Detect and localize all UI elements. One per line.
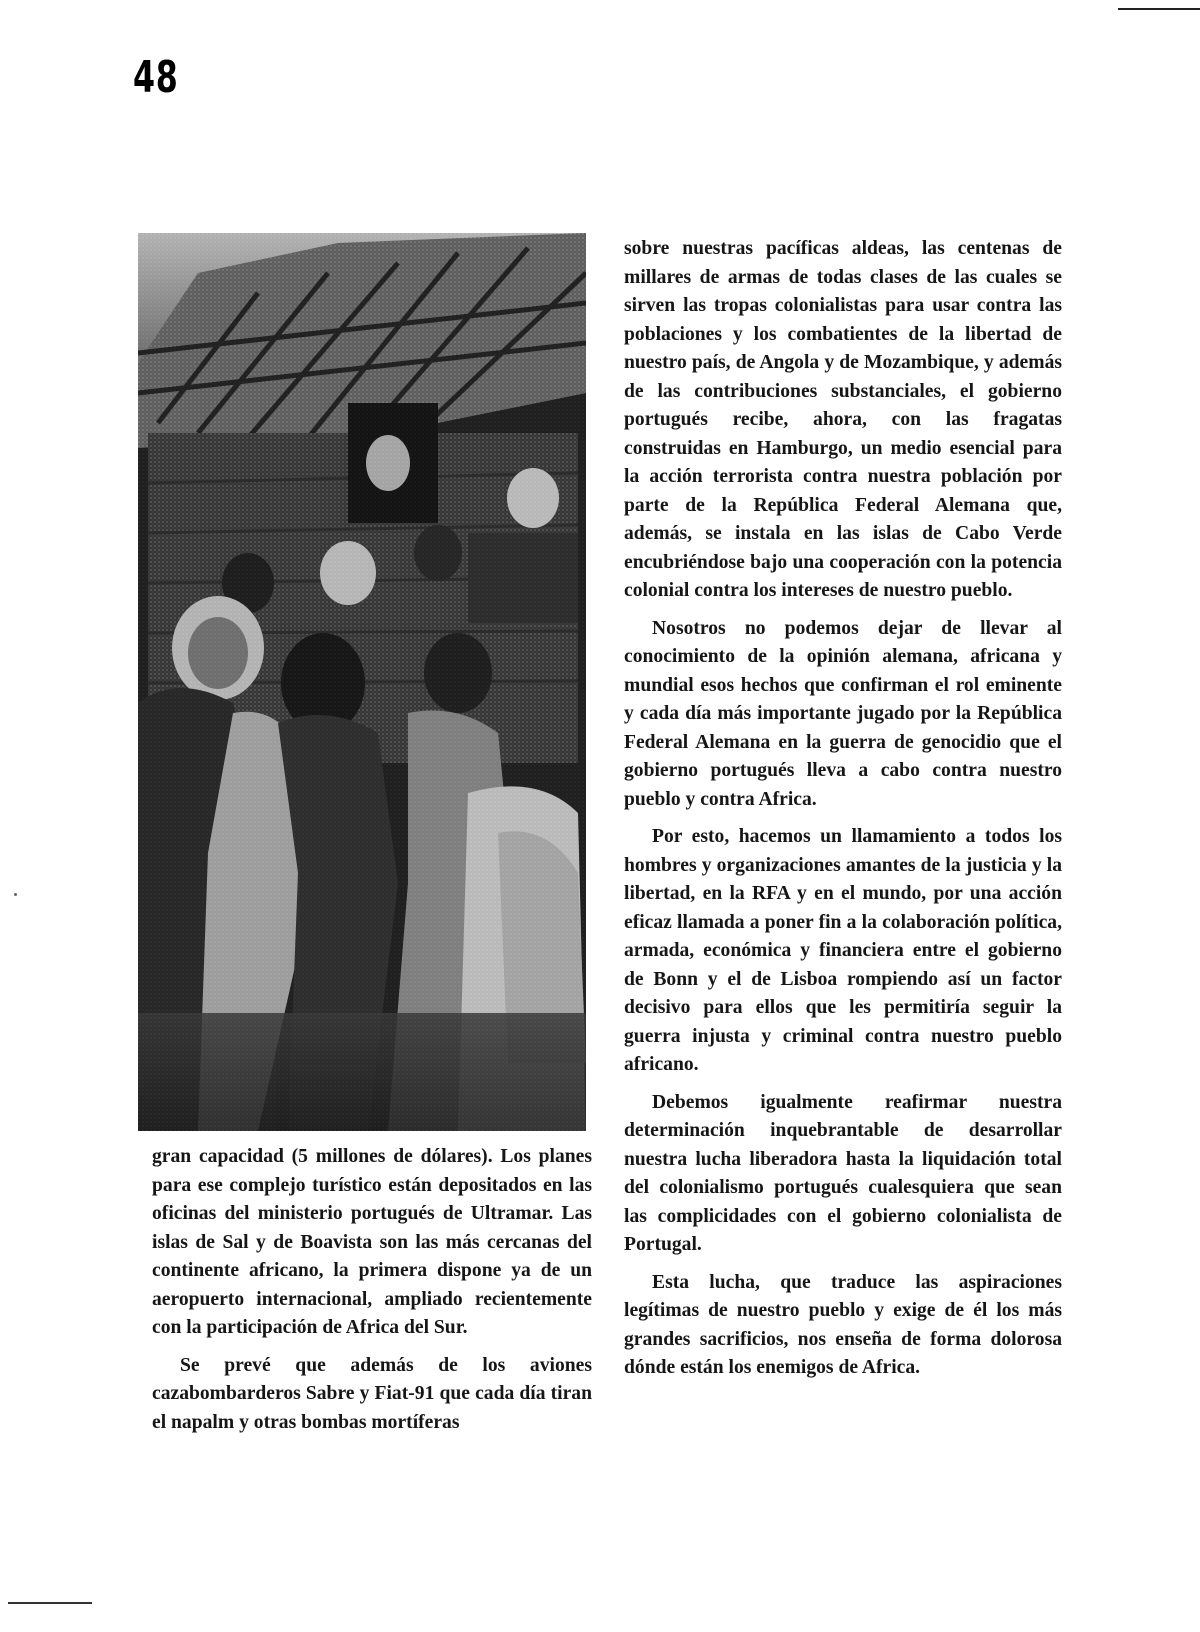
bottom-corner-rule	[8, 1602, 92, 1604]
photograph-villagers-icon	[138, 233, 586, 1131]
right-paragraph-5: Esta lucha, que traduce las aspiraciones legítimas de nuestro pueblo y exige de él los más grandes sacrificios, nos enseña de forma dolorosa dónde están los enemigos de Africa.	[624, 1271, 1062, 1378]
top-corner-rule	[1118, 8, 1200, 10]
right-paragraph-4: Debemos igualmente reafirmar nuestra determinación inquebrantable de desarrollar nuestra lucha liberadora hasta la liquidación total del colonialismo portugués cualesquiera que sean las complicidades con el gobierno colonialista de Portugal.	[624, 1091, 1062, 1255]
right-paragraph-3: Por esto, hacemos un llamamiento a todos los hombres y organizaciones amantes de la justicia y la libertad, en la RFA y en el mundo, por una acción eficaz llamada a poner fin a la colaboración política, armada, económica y financiera entre el gobierno de Bonn y el de Lisboa rompiendo así un factor decisivo para ellos que les permitiría seguir la guerra injusta y criminal contra nuestro pueblo africano.	[624, 826, 1062, 1075]
right-paragraph-1: sobre nuestras pacíficas aldeas, las centenas de millares de armas de todas clases de las cuales se sirven las tropas colonialistas para usar contra las poblaciones y los combatientes de la libertad de nuestro país, de Angola y de Mozambique, y además de las contribuciones substanciales, el gobierno portugués recibe, ahora, con las fragatas construidas en Hamburgo, un medio esencial para la acción terrorista contra nuestra población por parte de la República Federal Alemana que, además, se instala en las islas de Cabo Verde encubriéndose bajo una cooperación con la potencia colonial contra los intereses de nuestro pueblo.	[624, 238, 1062, 601]
left-column-text	[152, 1143, 592, 1437]
right-column-text	[624, 235, 1062, 1383]
page-number: 48	[133, 52, 179, 103]
left-paragraph-1: gran capacidad (5 millones de dólares). Los planes para ese complejo turístico están depositados en las oficinas del ministerio portugués de Ultramar. Las islas de Sal y de Boavista son las más cercanas del continente africano, la primera dispone ya de un aeropuerto internacional, ampliado recientemente con la participación de Africa del Sur.	[152, 1146, 592, 1338]
left-paragraph-2: Se prevé que además de los aviones cazabombarderos Sabre y Fiat-91 que cada día tiran el napalm y otras bombas mortíferas	[152, 1354, 592, 1433]
scan-speck	[14, 893, 17, 896]
right-paragraph-2: Nosotros no podemos dejar de llevar al conocimiento de la opinión alemana, africana y mundial esos hechos que confirman el rol eminente y cada día más importante jugado por la República Federal Alemana en la guerra de genocidio que el gobierno portugués lleva a cabo contra nuestro pueblo y contra Africa.	[624, 617, 1062, 810]
